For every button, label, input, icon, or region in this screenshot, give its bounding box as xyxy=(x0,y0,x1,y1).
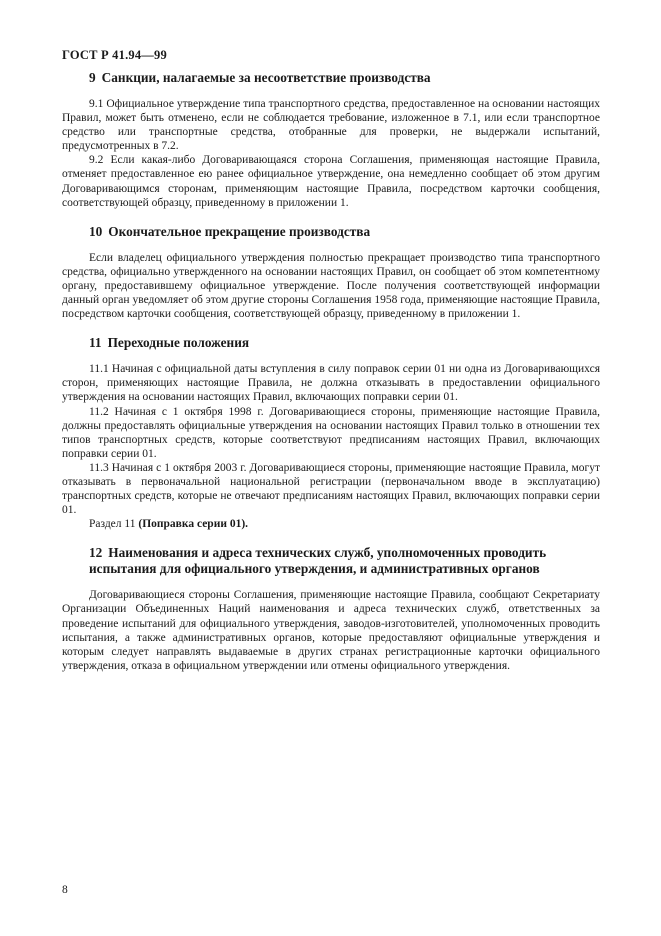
paragraph: 11.2 Начиная с 1 октября 1998 г. Договаривающиеся стороны, применяющие настоящие Правила, должны предоставлять официальные утверждения на основании настоящих Правил только в отношении тех типов транспортных средств, которые соответствуют предписаниям настоящих Правил, включающих поправки серии 01. xyxy=(62,405,600,460)
paragraph: Если владелец официального утверждения полностью прекращает производство типа транспортного средства, официально утвержденного на основании настоящих Правил, он сообщает об этом компетентному органу, предоставившему официальное утверждение. После получения соответствующей информации данный орган уведомляет об этом другие стороны Соглашения 1958 года, применяющие настоящие Правила, посредством карточки сообщения, соответствующей образцу, приведенному в приложении 1. xyxy=(62,251,600,321)
paragraph: 11.1 Начиная с официальной даты вступления в силу поправок серии 01 ни одна из Договаривающихся сторон, применяющих настоящие Правила, не должна отказывать в предоставлении официального утверждения на основании настоящих Правил, включающих поправки серии 01. xyxy=(62,363,600,404)
section-12 xyxy=(62,545,600,673)
section-title: Наименования и адреса технических служб, уполномоченных проводить испытания для официального утверждения, и административных органов xyxy=(89,545,547,577)
section-11 xyxy=(62,335,600,531)
page-number: 8 xyxy=(62,884,68,896)
section-number: 11 xyxy=(89,335,102,351)
section-heading xyxy=(62,545,600,577)
paragraph: Договаривающиеся стороны Соглашения, применяющие настоящие Правила, сообщают Секретариату Организации Объединенных Наций наименования и адреса технических служб, ответственных за проведение испытаний для официального утверждения, заводов-изготовителей, уполномоченных проводить испытания, а также административных органов, которые предоставляют официальные утверждения и которым следует направлять выдаваемые в других странах регистрационные карточки официального утверждения, отказа в официальном утверждении или отмены официального утверждения. xyxy=(62,589,600,672)
section-heading xyxy=(62,335,600,351)
paragraph: 11.3 Начиная с 1 октября 2003 г. Договаривающиеся стороны, применяющие настоящие Правила, могут отказывать в первоначальной национальной регистрации (первоначальном вводе в эксплуатацию) транспортных средств, которые не отвечают предписаниям настоящих Правил, включающих поправки серии 01. xyxy=(62,461,600,517)
section-heading xyxy=(62,70,600,86)
amendment-note xyxy=(62,517,600,531)
section-title: Окончательное прекращение производства xyxy=(108,223,371,239)
section-10 xyxy=(62,224,600,321)
paragraph: 9.1 Официальное утверждение типа транспортного средства, предоставленное на основании настоящих Правил, может быть отменено, если не соблюдается требование, изложенное в 7.1, или если транспортное средство или транспортные средства, отобранные для проверки, не выдержали испытаний, предусмотренных в 7.2. xyxy=(62,98,600,153)
section-title: Переходные положения xyxy=(107,335,250,351)
section-9 xyxy=(62,70,600,210)
section-title: Санкции, налагаемые за несоответствие производства xyxy=(101,70,431,85)
section-number: 10 xyxy=(89,223,103,239)
document-body xyxy=(62,70,600,687)
section-number: 12 xyxy=(89,545,103,561)
amendment-note-bold: (Поправка серии 01). xyxy=(138,518,249,531)
section-heading xyxy=(62,224,600,240)
amendment-note-prefix: Раздел 11 xyxy=(89,518,136,531)
document-header: ГОСТ Р 41.94—99 xyxy=(62,48,167,62)
section-number: 9 xyxy=(89,70,96,85)
paragraph: 9.2 Если какая-либо Договаривающаяся сторона Соглашения, применяющая настоящие Правила, отменяет предоставленное ею ранее официальное утверждение, она немедленно сообщает об этом другим Договаривающимся сторонам, применяющим настоящие Правила, посредством карточки сообщения, соответствующей образцу, приведенному в приложении 1. xyxy=(62,154,600,209)
